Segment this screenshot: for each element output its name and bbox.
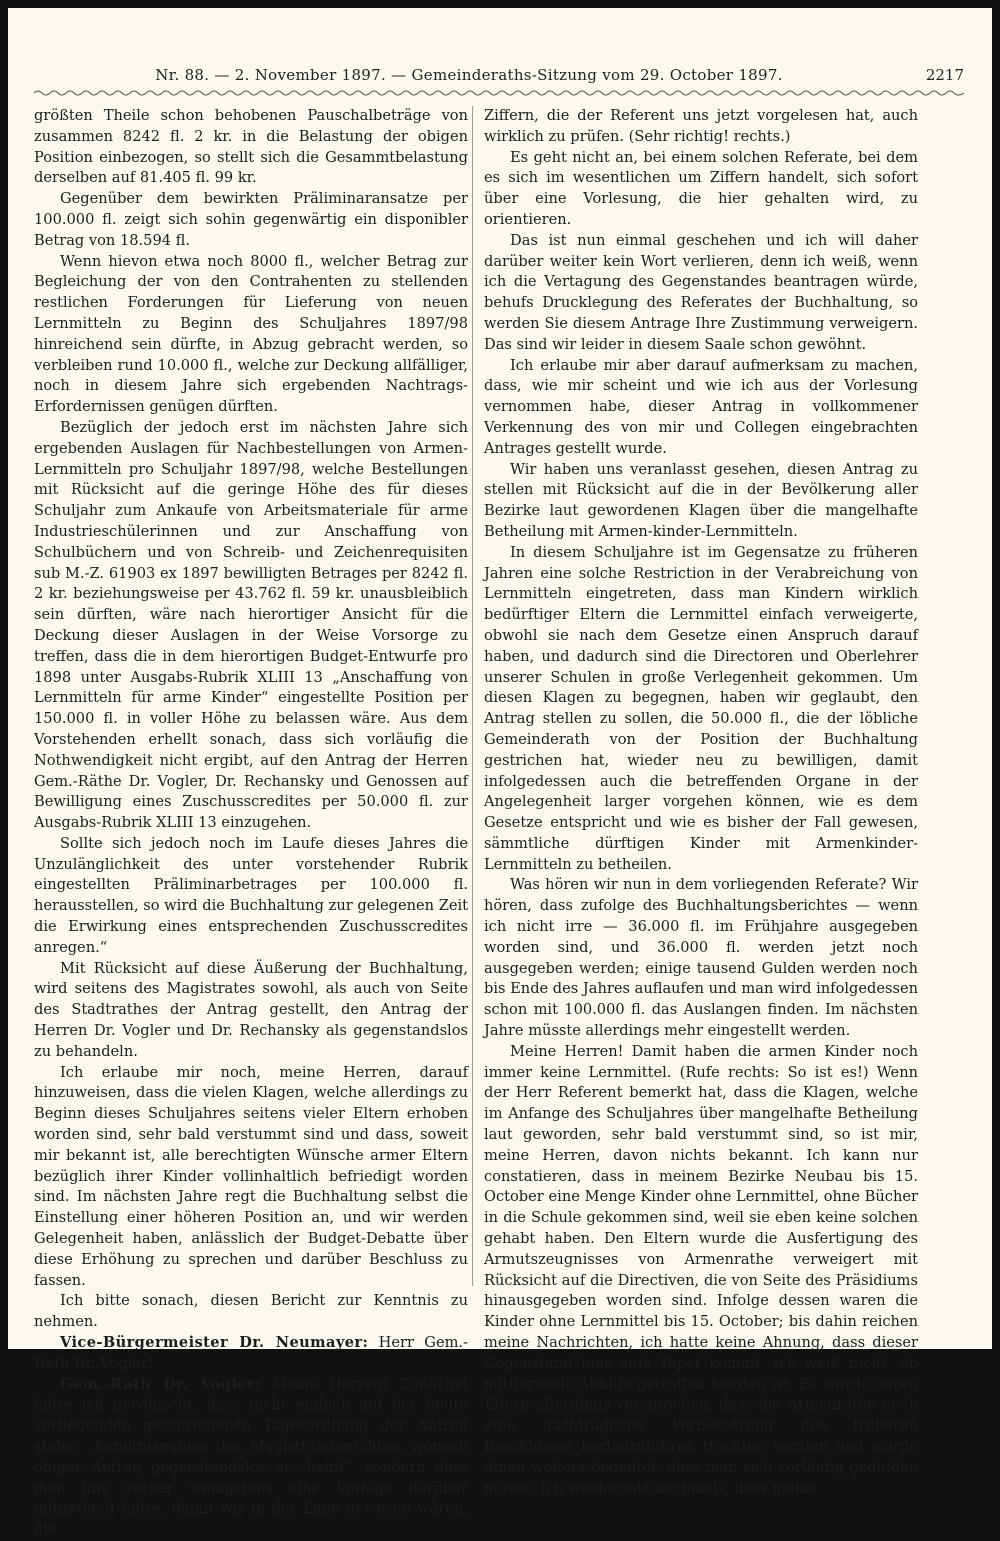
left-paragraph-6: Mit Rücksicht auf diese Äußerung der Buchhaltung, wird seitens des Magistrates sowohl, als auch von Seite des Stadtrathes der Antrag gestellt, den Antrag der Herren Dr. Vogler und Dr. Rechansky als gegenstandslos zu behandeln. bbox=[34, 959, 468, 1060]
speaker-neumayer: Vice-Bürgermeister Dr. Neumayer: bbox=[60, 1334, 369, 1352]
left-paragraph-8: Ich bitte sonach, diesen Bericht zur Kenntnis zu nehmen. bbox=[34, 1292, 468, 1331]
right-paragraph-7: Was hören wir nun in dem vorliegenden Referate? Wir hören, dass zufolge des Buchhaltungsberichtes — wenn ich nicht irre — 36.000 fl. im Frühjahre ausgegeben worden sind, und 36.000 fl. werden jetzt noch ausgegeben werden; einige tausend Gulden werden noch bis Ende des Jahres auflaufen und man wird infolgedessen schon mit 100.000 fl. das Auslangen finden. Im nächsten Jahre müsste allerdings mehr eingestellt werden. bbox=[484, 876, 918, 1040]
right-paragraph-1: Ziffern, die der Referent uns jetzt vorgelesen hat, auch wirklich zu prüfen. (Sehr richtig! rechts.) bbox=[484, 107, 918, 145]
right-paragraph-4: Ich erlaube mir aber darauf aufmerksam zu machen, dass, wie mir scheint und wie ich aus der Vorlesung vernommen habe, dieser Antrag in vollkommener Verkennung des von mir und Collegen eingebrachten Antrages gestellt wurde. bbox=[484, 356, 918, 457]
column-divider bbox=[472, 106, 473, 1286]
newspaper-page bbox=[8, 8, 992, 1539]
left-paragraph-7: Ich erlaube mir noch, meine Herren, darauf hinzuweisen, dass die vielen Klagen, welche allerdings zu Beginn dieses Schuljahres seitens vieler Eltern erhoben worden sind, sehr bald verstummt sind und dass, soweit mir bekannt ist, alle berechtigten Wünsche armer Eltern bezüglich ihrer Kinder vollinhaltlich befriedigt worden sind. Im nächsten Jahre regt die Buchhaltung selbst die Einstellung einer höheren Position an, und wir werden Gelegenheit haben, anlässlich der Budget-Debatte über diese Erhöhung zu sprechen und darüber Beschluss zu fassen. bbox=[34, 1063, 468, 1289]
page-number: 2217 bbox=[925, 66, 964, 84]
right-paragraph-5: Wir haben uns veranlasst gesehen, diesen Antrag zu stellen mit Rücksicht auf die in der Bevölkerung aller Bezirke laut gewordenen Klagen über die mangelhafte Betheilung mit Armen-kinder-Lernmitteln. bbox=[484, 460, 918, 540]
page-header bbox=[34, 62, 964, 88]
right-paragraph-2: Es geht nicht an, bei einem solchen Referate, bei dem es sich im wesentlichen um Ziffern handelt, sich sofort über eine Vorlesung, die hier gehalten wird, zu orientieren. bbox=[484, 148, 918, 228]
left-paragraph-10 bbox=[34, 1375, 468, 1541]
right-paragraph-6: In diesem Schuljahre ist im Gegensatze zu früheren Jahren eine solche Restriction in der Verabreichung von Lernmitteln eingetreten, dass man Kindern wirklich bedürftiger Eltern die Lernmittel einfach verweigerte, obwohl sie nach dem Gesetze einen Anspruch darauf haben, und dadurch sind die Directoren und Oberlehrer unserer Schulen in große Verlegenheit gekommen. Um diesen Klagen zu begegnen, haben wir geglaubt, den Antrag stellen zu sollen, die 50.000 fl., die der löbliche Gemeinderath von der Position der Buchhaltung gestrichen hat, wieder neu zu bewilligen, damit infolgedessen auch die betreffenden Organe in der Angelegenheit larger vorgehen können, wie es dem Gesetze entspricht und wie es bisher der Fall gewesen, sämmtliche dürftigen Kinder mit Armenkinder-Lernmitteln zu betheilen. bbox=[484, 543, 918, 873]
header-title: Nr. 88. — 2. November 1897. — Gemeinderaths-Sitzung vom 29. October 1897. bbox=[155, 66, 783, 84]
left-paragraph-1: größten Theile schon behobenen Pauschalbeträge von zusammen 8242 fl. 2 kr. in die Belastung der obigen Position einbezogen, so stellt sich die Gesammtbelastung derselben auf 81.405 fl. 99 kr. bbox=[34, 107, 468, 187]
left-paragraph-4: Bezüglich der jedoch erst im nächsten Jahre sich ergebenden Auslagen für Nachbestellungen von Armen-Lernmitteln pro Schuljahr 1897/98, welche Bestellungen mit Rücksicht auf die geringe Höhe des für dieses Schuljahr zum Ankaufe von Arbeitsmateriale für arme Industrieschülerinnen und zur Anschaffung von Schulbüchern und von Schreib- und Zeichenrequisiten sub M.-Z. 61903 ex 1897 bewilligten Betrages per 8242 fl. 2 kr. beziehungsweise per 43.762 fl. 59 kr. unausbleiblich sein dürften, wäre nach hierortiger Ansicht für die Deckung dieser Auslagen in der Weise Vorsorge zu treffen, dass die in dem hierortigen Budget-Entwurfe pro 1898 unter Ausgabs-Rubrik XLIII 13 „Anschaffung von Lernmitteln für arme Kinder“ eingestellte Position per 150.000 fl. in voller Höhe zu belassen wäre. Aus dem Vorstehenden erhellt sonach, dass sich vorläufig die Nothwendigkeit nicht ergibt, auf den Antrag der Herren Gem.-Räthe Dr. Vogler, Dr. Rechansky und Genossen auf Bewilligung eines Zuschusscredites per 50.000 fl. zur Ausgabs-Rubrik XLIII 13 einzugehen. bbox=[34, 418, 468, 832]
left-column bbox=[34, 106, 468, 1541]
left-paragraph-2: Gegenüber dem bewirkten Präliminaransatze per 100.000 fl. zeigt sich sohin gegenwärtig ein disponibler Betrag von 18.594 fl. bbox=[34, 190, 468, 249]
right-paragraph-8: Meine Herren! Damit haben die armen Kinder noch immer keine Lernmittel. (Rufe rechts: So ist es!) Wenn der Herr Referent bemerkt hat, dass die Klagen, welche im Anfange des Schuljahres über mangelhafte Betheilung laut geworden, sehr bald verstummt sind, so ist mir, meine Herren, davon nichts bekannt. Ich kann nur constatieren, dass in meinem Bezirke Neubau bis 15. October eine Menge Kinder ohne Lernmittel, ohne Bücher in die Schule gekommen sind, weil sie eben keine solchen gehabt haben. Den Eltern wurde die Ausfertigung des Armutszeugnisses von Armenrathe verweigert mit Rücksicht auf die Directiven, die von Seite des Präsidiums hinausgegeben worden sind. Infolge dessen waren die Kinder ohne Lernmittel bis 15. October; bis dahin reichen meine Nachrichten, ich hatte keine Ahnung, dass dieser Gegenstand hier aufs Tapet kommt, ich weiß nicht, ob mittlerweile Abhilfe getroffen worden ist. Es wurde deren Eltern allerdings versprochen, dass die Armenräthe noch eine nachträgliche Verbesserung des früheren Beschlusses herbeizuführen trachten werden und wurde ihnen weiters bedeutet, dass man sich vorläufig gedulden müsse. Ich wiederhole nochmals, dass meine bbox=[484, 1042, 918, 1497]
left-paragraph-3: Wenn hievon etwa noch 8000 fl., welcher Betrag zur Begleichung der von den Contrahenten zu stellenden restlichen Forderungen für Lieferung von neuen Lernmitteln zu Beginn des Schuljahres 1897/98 hinreichend sein dürfte, in Abzug gebracht werden, so verbleiben rund 10.000 fl., welche zur Deckung allfälliger, noch in diesem Jahre sich ergebenden Nachtrags-Erfordernissen genügen dürften. bbox=[34, 252, 468, 416]
speaker-vogler: Gem.-Rath Dr. Vogler: bbox=[60, 1375, 261, 1393]
speech-vogler: Meine Herren! Zunächst hätte ich gewünscht, dass nicht einfach auf der heute vorliegenden geschriebenen Tagesordnung der Antrag stehe: „Kenntnisnahme des Magistratsberichtes, wonach obiger Antrag gegenstandslos erscheint“, sondern dass man uns vorher wenigstens eine Vorlage darüber mitgetheilt hätte, damit wir in der Lage gewesen wären, die bbox=[34, 1375, 469, 1539]
right-paragraph-3: Das ist nun einmal geschehen und ich will daher darüber weiter kein Wort verlieren, denn ich weiß, wenn ich die Vertagung des Gegenstandes beantragen würde, behufs Drucklegung des Referates der Buchhaltung, so werden Sie diesem Antrage Ihre Zustimmung verweigern. Das sind wir leider in diesem Saale schon gewöhnt. bbox=[484, 231, 918, 353]
left-paragraph-9 bbox=[34, 1333, 468, 1375]
header-wave-rule bbox=[34, 88, 964, 98]
left-paragraph-5: Sollte sich jedoch noch im Laufe dieses Jahres die Unzulänglichkeit des unter vorstehender Rubrik eingestellten Präliminarbetrages per 100.000 fl. herausstellen, so wird die Buchhaltung zur gelegenen Zeit die Erwirkung eines entsprechenden Zuschusscredites anregen.“ bbox=[34, 834, 469, 956]
right-column bbox=[484, 106, 918, 1499]
speech-neumayer: Herr Gem.-Rath Dr. Vogler! bbox=[34, 1334, 468, 1372]
